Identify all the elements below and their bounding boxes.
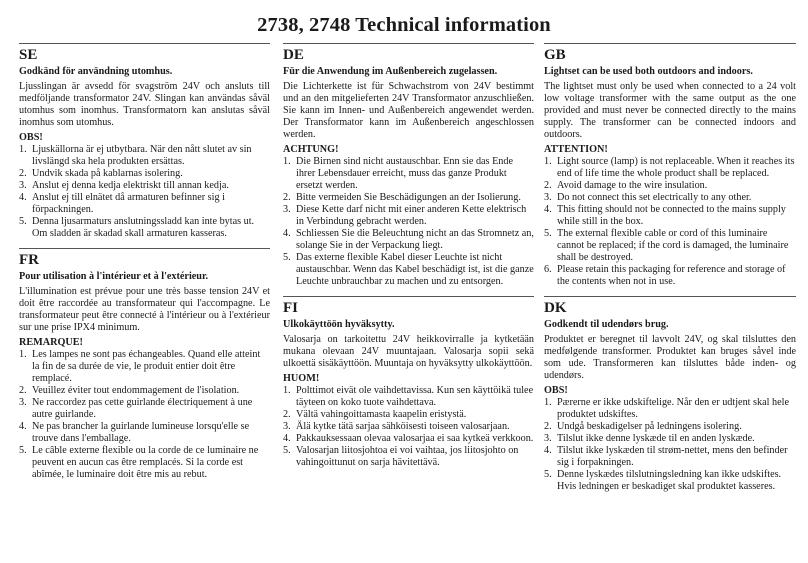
list-item: 4. Pakkauksessaan olevaa valosarjaa ei saa kytkeä verkkoon. — [283, 433, 534, 444]
list-item: 5. Denne lyskædes tilslutningsledning kan ikke udskiftes. Hvis ledningen er beskadiget skal produktet kasseres. — [544, 469, 782, 492]
section-fr — [19, 248, 270, 481]
warning-list — [544, 156, 796, 288]
document-title: 2738, 2748 Technical information — [257, 14, 551, 36]
list-item: 1. Pærerne er ikke udskiftelige. Når den er udtjent skal hele produktet udskiftes. — [544, 397, 789, 420]
list-item: 4. Ne pas brancher la guirlande lumineuse lorsqu'elle se trouve dans l'emballage. — [19, 421, 250, 444]
list-item: 2. Undgå beskadigelser på ledningens isolering. — [544, 421, 742, 432]
list-item: 4. Schliessen Sie die Beleuchtung nicht an das Stromnetz an, solange Sie in der Verpackung liegt. — [283, 228, 534, 251]
section-fi — [283, 296, 534, 469]
language-code: SE — [19, 47, 38, 63]
section-se — [19, 43, 270, 240]
warning-label: OBS! — [544, 385, 568, 396]
list-item: 6. Please retain this packaging for reference and storage of the contents when not in use. — [544, 264, 786, 287]
section-body: The lightset must only be used when connected to a 24 volt low voltage transformer with the same output as the one provided and must never be connected directly to the mains supply. The transformer can be connected indoors and outdoors. — [544, 81, 796, 140]
warning-label: OBS! — [19, 132, 43, 143]
list-item: 1. Die Birnen sind nicht austauschbar. Enn sie das Ende ihrer Lebensdauer erreicht, muss das ganze Produkt ersetzt werden. — [283, 156, 514, 191]
list-item: 2. Avoid damage to the wire insulation. — [544, 180, 708, 191]
list-item: 2. Veuillez éviter tout endommagement de l'isolation. — [19, 385, 240, 396]
list-item: 3. Diese Kette darf nicht mit einer anderen Kette elektrisch in Verbindung gebracht werden. — [283, 204, 527, 227]
list-item: 2. Undvik skada på kablarnas isolering. — [19, 168, 183, 179]
list-item: 2. Vältä vahingoittamasta kaapelin eristystä. — [283, 409, 467, 420]
warning-list — [19, 349, 270, 481]
list-item: 4. Anslut ej till elnätet då armaturen befinner sig i förpackningen. — [19, 192, 225, 215]
language-code: DK — [544, 300, 567, 316]
list-item: 5. The external flexible cable or cord of this luminaire cannot be replaced; if the cord is damaged, the luminaire shall be destroyed. — [544, 228, 789, 263]
section-body: Produktet er beregnet til lavvolt 24V, og skal tilsluttes den medfølgende transformer. Produktet kan bruges såvel inde som ude. Transformeren kan tilsluttes både inden- og udendørs. — [544, 334, 796, 381]
language-code: FR — [19, 252, 39, 268]
list-item: 1. Light source (lamp) is not replaceable. When it reaches its end of life time the whole product shall be replaced. — [544, 156, 795, 179]
column-middle — [283, 43, 534, 477]
list-item: 3. Ne raccordez pas cette guirlande électriquement à une autre guirlande. — [19, 397, 253, 420]
language-code: GB — [544, 47, 566, 63]
list-item: 1. Ljuskällorna är ej utbytbara. När den nått slutet av sin livslängd ska hela produkten ersättas. — [19, 144, 252, 167]
list-item: 5. Denna ljusarmaturs anslutningssladd kan inte bytas ut. Om sladden är skadad skall armaturen kasseras. — [19, 216, 255, 239]
warning-list — [283, 156, 534, 288]
section-heading: Godkänd för användning utomhus. — [19, 66, 173, 77]
section-heading: Lightset can be used both outdoors and indoors. — [544, 66, 753, 77]
section-gb — [544, 43, 796, 288]
section-de — [283, 43, 534, 288]
section-body: Die Lichterkette ist für Schwachstrom von 24V bestimmt und an den mitgelieferten 24V Transformator anzuschließen. Sie kann im Innen- und Außenbereich angewendet werden. Der Transformator kann im Außenbereich angeschlossen werden. — [283, 81, 534, 140]
list-item: 5. Das externe flexible Kabel dieser Leuchte ist nicht austauschbar. Wenn das Kabel beschädigt ist, ist die ganze Leuchte unbrauchbar zu machen und zu entsorgen. — [283, 252, 534, 287]
warning-label: HUOM! — [283, 373, 320, 384]
warning-list — [544, 397, 796, 493]
section-heading: Pour utilisation à l'intérieur et à l'extérieur. — [19, 271, 209, 282]
list-item: 3. Tilslut ikke denne lyskæde til en anden lyskæde. — [544, 433, 755, 444]
list-item: 3. Älä kytke tätä sarjaa sähköisesti toiseen valosarjaan. — [283, 421, 510, 432]
list-item: 1. Polttimot eivät ole vaihdettavissa. Kun sen käyttöikä tulee täyteen on koko tuote vaihdettava. — [283, 385, 534, 408]
list-item: 1. Les lampes ne sont pas échangeables. Quand elle atteint la fin de sa durée de vie, le produit entier doit être remplacé. — [19, 349, 261, 384]
section-heading: Godkendt til udendørs brug. — [544, 319, 669, 330]
section-heading: Ulkokäyttöön hyväksytty. — [283, 319, 395, 330]
list-item: 5. Le câble externe flexible ou la corde de ce luminaire ne peuvent en aucun cas être remplacés. Si la corde est abîmée, le luminaire doit être mis au rebut. — [19, 445, 259, 480]
section-body: L'illumination est prévue pour une très basse tension 24V et doit être raccordée au transformateur qui l'accompagne. Le transformateur peut être connecté à l'intérieur ou à l'extérieur sur une prise IPX4 minimum. — [19, 286, 270, 333]
section-dk — [544, 296, 796, 493]
list-item: 4. Tilslut ikke lyskæden til strøm-nettet, mens den befinder sig i forpakningen. — [544, 445, 788, 468]
language-code: FI — [283, 300, 298, 316]
warning-list — [19, 144, 270, 240]
section-body: Valosarja on tarkoitettu 24V heikkovirralle ja kytketään mukana olevaan 24V muuntajaan. Valosarja sopii sekä ulkoettä sisäkäyttöön. Muuntaja on hyväksytty ulkokäyttöön. — [283, 334, 534, 369]
language-code: DE — [283, 47, 304, 63]
section-body: Ljusslingan är avsedd för svagström 24V och ansluts till medföljande transformator 24V. Slingan kan användas såväl utomhus som inomhus. Transformatorn kan anslutas såväl inomhus som utomhus. — [19, 81, 270, 128]
warning-list — [283, 385, 534, 469]
column-right — [544, 43, 796, 501]
list-item: 2. Bitte vermeiden Sie Beschädigungen an der Isolierung. — [283, 192, 521, 203]
section-heading: Für die Anwendung im Außenbereich zugelassen. — [283, 66, 498, 77]
list-item: 3. Do not connect this set electrically to any other. — [544, 192, 752, 203]
warning-label: ATTENTION! — [544, 144, 608, 155]
list-item: 4. This fitting should not be connected to the mains supply while still in the box. — [544, 204, 786, 227]
warning-label: REMARQUE! — [19, 337, 83, 348]
column-left — [19, 43, 270, 489]
warning-label: ACHTUNG! — [283, 144, 339, 155]
list-item: 3. Anslut ej denna kedja elektriskt till annan kedja. — [19, 180, 229, 191]
list-item: 5. Valosarjan liitosjohtoa ei voi vaihtaa, jos liitosjohto on vahingoittunut on sarja hävitettävä. — [283, 445, 519, 468]
